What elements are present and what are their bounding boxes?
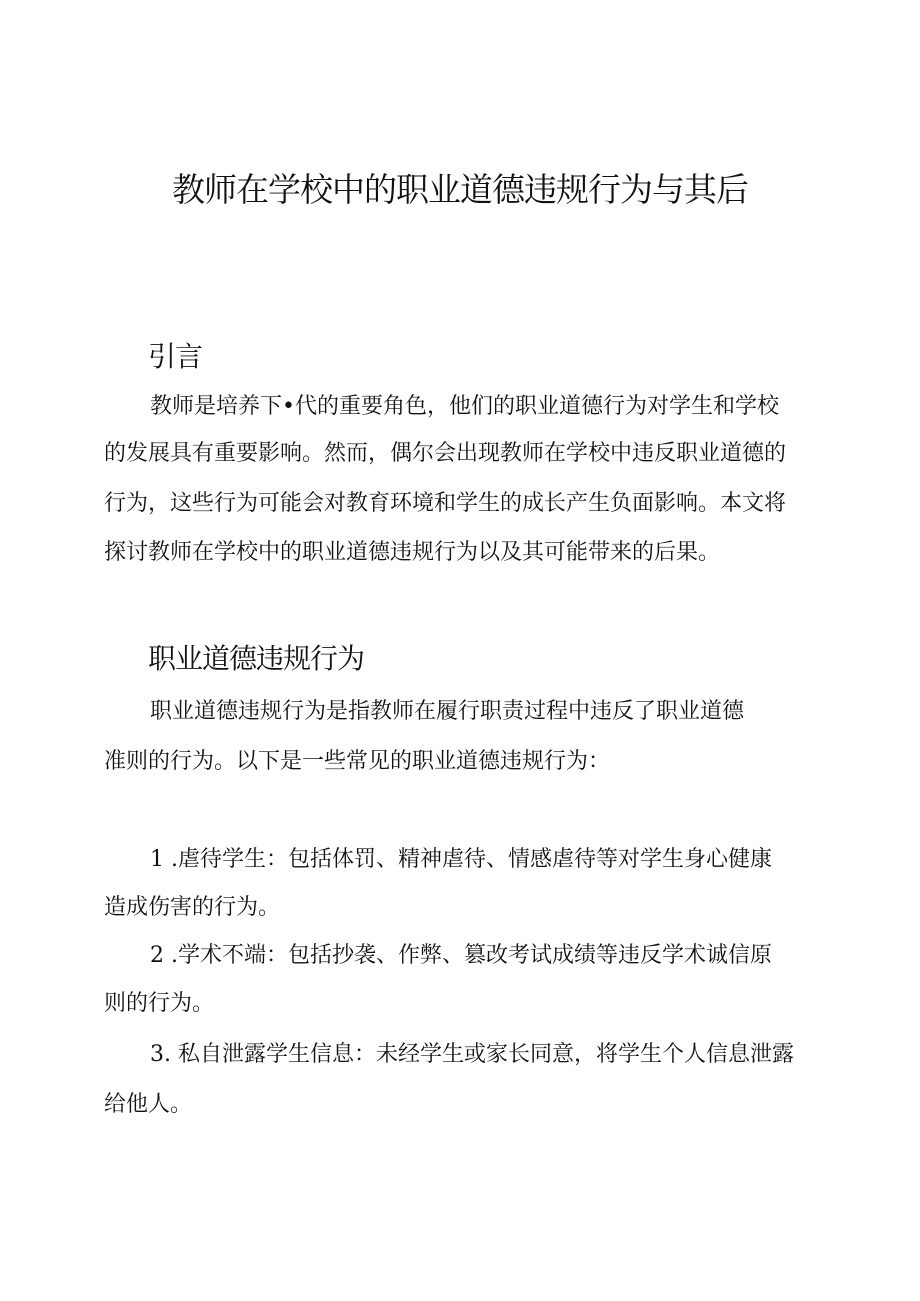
paragraph-line: 的发展具有重要影响。然而，偶尔会出现教师在学校中违反职业道德的 xyxy=(104,441,787,466)
list-item-line: 2 .学术不端：包括抄袭、作弊、篡改考试成绩等违反学术诚信原 xyxy=(150,943,772,968)
document-title: 教师在学校中的职业道德违规行为与其后 xyxy=(172,170,748,209)
section-heading-introduction: 引言 xyxy=(148,340,203,373)
list-item-line: 给他人。 xyxy=(104,1092,193,1117)
paragraph-line: 行为，这些行为可能会对教育环境和学生的成长产生负面影响。本文将 xyxy=(104,491,787,516)
paragraph-line: 准则的行为。以下是一些常见的职业道德违规行为： xyxy=(104,749,611,774)
paragraph-line: 教师是培养下•代的重要角色，他们的职业道德行为对学生和学校 xyxy=(150,394,779,419)
list-item-line: 造成伤害的行为。 xyxy=(104,895,281,920)
list-item-line: 3. 私自泄露学生信息：未经学生或家长同意，将学生个人信息泄露 xyxy=(150,1042,794,1067)
section-heading-violations: 职业道德违规行为 xyxy=(148,642,365,675)
paragraph-line: 职业道德违规行为是指教师在履行职责过程中违反了职业道德 xyxy=(150,699,745,724)
list-item-line: 则的行为。 xyxy=(104,991,215,1016)
list-item-line: 1 .虐待学生：包括体罚、精神虐待、情感虐待等对学生身心健康 xyxy=(150,847,772,872)
paragraph-line: 探讨教师在学校中的职业道德违规行为以及其可能带来的后果。 xyxy=(104,540,721,565)
